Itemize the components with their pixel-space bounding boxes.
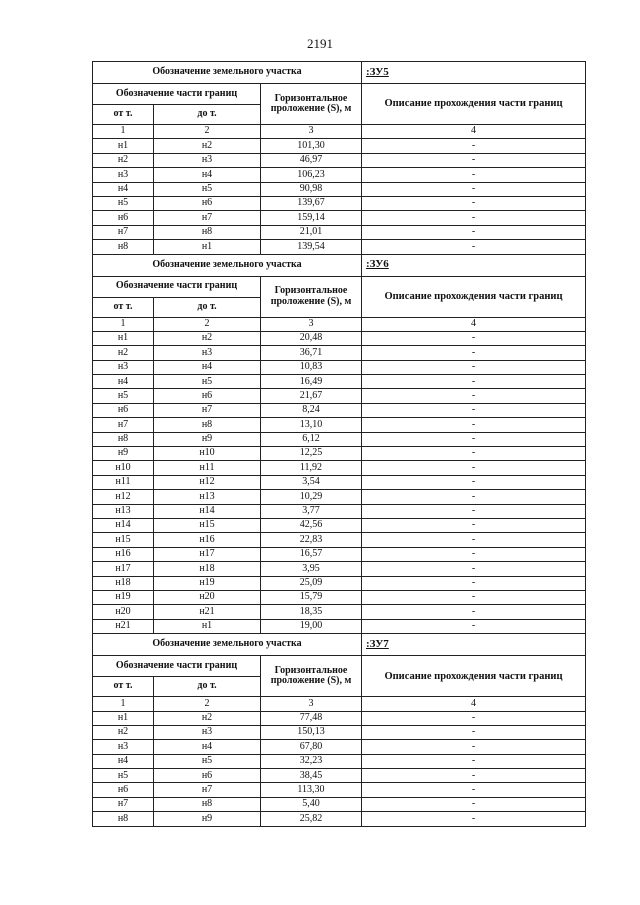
description-value: - [362, 590, 586, 604]
from-point: н7 [93, 225, 154, 239]
table-row [93, 605, 586, 619]
land-plot-designation-label: Обозначение земельного участка [93, 254, 362, 276]
to-point: н12 [154, 475, 261, 489]
table-row [93, 562, 586, 576]
to-point: н5 [154, 754, 261, 768]
description-value: - [362, 475, 586, 489]
description-value: - [362, 783, 586, 797]
description-value: - [362, 240, 586, 254]
description-value: - [362, 153, 586, 167]
horizontal-projection-value: 19,00 [261, 619, 362, 633]
horizontal-projection-value: 42,56 [261, 518, 362, 532]
table-row [93, 168, 586, 182]
to-point: н2 [154, 139, 261, 153]
table-row [93, 533, 586, 547]
description-value: - [362, 389, 586, 403]
part-designation-header: Обозначение части границ [93, 656, 261, 677]
from-point: н6 [93, 211, 154, 225]
horizontal-projection-value: 20,48 [261, 331, 362, 345]
horizontal-projection-value: 101,30 [261, 139, 362, 153]
column-number: 3 [261, 125, 362, 139]
from-point: н16 [93, 547, 154, 561]
to-point-header: до т. [154, 105, 261, 125]
horizontal-projection-value: 11,92 [261, 461, 362, 475]
column-number: 4 [362, 317, 586, 331]
from-point: н13 [93, 504, 154, 518]
from-point: н1 [93, 331, 154, 345]
from-point: н3 [93, 168, 154, 182]
to-point-header: до т. [154, 297, 261, 317]
from-point: н2 [93, 725, 154, 739]
description-value: - [362, 740, 586, 754]
from-point: н10 [93, 461, 154, 475]
table-row [93, 812, 586, 826]
horizontal-projection-value: 139,54 [261, 240, 362, 254]
from-point: н1 [93, 711, 154, 725]
horizontal-projection-value: 77,48 [261, 711, 362, 725]
table-row [93, 797, 586, 811]
to-point: н5 [154, 375, 261, 389]
description-value: - [362, 346, 586, 360]
column-number: 1 [93, 317, 154, 331]
description-value: - [362, 754, 586, 768]
to-point: н20 [154, 590, 261, 604]
part-designation-header: Обозначение части границ [93, 84, 261, 105]
column-number: 3 [261, 317, 362, 331]
description-value: - [362, 504, 586, 518]
from-point: н8 [93, 432, 154, 446]
description-value: - [362, 547, 586, 561]
table-row [93, 461, 586, 475]
table-row [93, 740, 586, 754]
to-point: н14 [154, 504, 261, 518]
table-row [93, 389, 586, 403]
column-number: 4 [362, 697, 586, 711]
land-plot-table [92, 61, 586, 255]
table-row [93, 783, 586, 797]
to-point: н9 [154, 432, 261, 446]
table-row [93, 418, 586, 432]
to-point: н16 [154, 533, 261, 547]
horizontal-projection-value: 12,25 [261, 447, 362, 461]
table-row [93, 196, 586, 210]
horizontal-projection-value: 16,57 [261, 547, 362, 561]
description-value: - [362, 225, 586, 239]
description-value: - [362, 619, 586, 633]
horizontal-projection-value: 21,67 [261, 389, 362, 403]
from-point: н3 [93, 360, 154, 374]
description-value: - [362, 812, 586, 826]
from-point: н5 [93, 196, 154, 210]
land-plot-code: :ЗУ6 [362, 254, 586, 276]
from-point: н8 [93, 812, 154, 826]
table-row [93, 711, 586, 725]
from-point: н15 [93, 533, 154, 547]
horizontal-projection-value: 106,23 [261, 168, 362, 182]
horizontal-projection-value: 150,13 [261, 725, 362, 739]
horizontal-projection-value: 22,83 [261, 533, 362, 547]
land-plot-designation-label: Обозначение земельного участка [93, 634, 362, 656]
column-number: 2 [154, 125, 261, 139]
to-point: н5 [154, 182, 261, 196]
description-value: - [362, 562, 586, 576]
to-point: н17 [154, 547, 261, 561]
to-point: н7 [154, 211, 261, 225]
from-point: н5 [93, 769, 154, 783]
table-row [93, 475, 586, 489]
from-point: н18 [93, 576, 154, 590]
horizontal-projection-value: 8,24 [261, 403, 362, 417]
horizontal-projection-value: 159,14 [261, 211, 362, 225]
to-point: н3 [154, 153, 261, 167]
boundary-tables [92, 62, 585, 827]
description-value: - [362, 447, 586, 461]
table-row [93, 754, 586, 768]
description-value: - [362, 605, 586, 619]
description-value: - [362, 725, 586, 739]
column-number: 1 [93, 125, 154, 139]
table-row [93, 182, 586, 196]
description-value: - [362, 461, 586, 475]
to-point: н1 [154, 619, 261, 633]
description-header: Описание прохождения части границ [362, 84, 586, 125]
horizontal-projection-value: 36,71 [261, 346, 362, 360]
land-plot-table [92, 254, 586, 635]
horizontal-projection-value: 16,49 [261, 375, 362, 389]
horizontal-projection-value: 67,80 [261, 740, 362, 754]
to-point: н3 [154, 346, 261, 360]
from-point-header: от т. [93, 105, 154, 125]
to-point: н8 [154, 797, 261, 811]
from-point: н2 [93, 153, 154, 167]
table-row [93, 346, 586, 360]
from-point: н14 [93, 518, 154, 532]
to-point: н21 [154, 605, 261, 619]
land-plot-code: :ЗУ7 [362, 634, 586, 656]
horizontal-projection-value: 6,12 [261, 432, 362, 446]
from-point: н4 [93, 182, 154, 196]
horizontal-projection-value: 3,54 [261, 475, 362, 489]
table-row [93, 331, 586, 345]
to-point: н6 [154, 769, 261, 783]
table-row [93, 725, 586, 739]
column-number: 3 [261, 697, 362, 711]
from-point: н12 [93, 490, 154, 504]
horizontal-projection-header: Горизонтальное проложение (S), м [261, 276, 362, 317]
horizontal-projection-value: 10,29 [261, 490, 362, 504]
land-plot-table [92, 633, 586, 827]
column-number: 1 [93, 697, 154, 711]
column-number: 2 [154, 697, 261, 711]
to-point: н7 [154, 783, 261, 797]
horizontal-projection-value: 15,79 [261, 590, 362, 604]
from-point: н7 [93, 418, 154, 432]
description-value: - [362, 769, 586, 783]
horizontal-projection-value: 139,67 [261, 196, 362, 210]
description-value: - [362, 331, 586, 345]
to-point: н4 [154, 740, 261, 754]
to-point: н8 [154, 418, 261, 432]
to-point: н2 [154, 711, 261, 725]
to-point: н11 [154, 461, 261, 475]
horizontal-projection-value: 25,82 [261, 812, 362, 826]
table-row [93, 153, 586, 167]
to-point: н9 [154, 812, 261, 826]
to-point: н19 [154, 576, 261, 590]
table-row [93, 432, 586, 446]
table-row [93, 139, 586, 153]
from-point: н6 [93, 783, 154, 797]
description-header: Описание прохождения части границ [362, 656, 586, 697]
table-row [93, 619, 586, 633]
table-row [93, 547, 586, 561]
from-point: н3 [93, 740, 154, 754]
table-row [93, 769, 586, 783]
horizontal-projection-value: 21,01 [261, 225, 362, 239]
part-designation-header: Обозначение части границ [93, 276, 261, 297]
from-point-header: от т. [93, 677, 154, 697]
description-value: - [362, 196, 586, 210]
description-value: - [362, 533, 586, 547]
horizontal-projection-value: 18,35 [261, 605, 362, 619]
to-point: н3 [154, 725, 261, 739]
land-plot-designation-label: Обозначение земельного участка [93, 62, 362, 84]
horizontal-projection-value: 46,97 [261, 153, 362, 167]
table-row [93, 375, 586, 389]
horizontal-projection-value: 32,23 [261, 754, 362, 768]
from-point: н2 [93, 346, 154, 360]
land-plot-code: :ЗУ5 [362, 62, 586, 84]
from-point: н1 [93, 139, 154, 153]
table-row [93, 225, 586, 239]
from-point: н4 [93, 754, 154, 768]
table-row [93, 518, 586, 532]
from-point: н7 [93, 797, 154, 811]
to-point: н18 [154, 562, 261, 576]
description-value: - [362, 375, 586, 389]
column-number: 2 [154, 317, 261, 331]
horizontal-projection-value: 3,95 [261, 562, 362, 576]
to-point: н13 [154, 490, 261, 504]
from-point: н17 [93, 562, 154, 576]
to-point: н4 [154, 360, 261, 374]
table-row [93, 490, 586, 504]
table-row [93, 447, 586, 461]
horizontal-projection-header: Горизонтальное проложение (S), м [261, 84, 362, 125]
table-row [93, 504, 586, 518]
description-value: - [362, 490, 586, 504]
table-row [93, 360, 586, 374]
description-value: - [362, 139, 586, 153]
description-value: - [362, 360, 586, 374]
horizontal-projection-value: 38,45 [261, 769, 362, 783]
description-header: Описание прохождения части границ [362, 276, 586, 317]
horizontal-projection-header: Горизонтальное проложение (S), м [261, 656, 362, 697]
table-row [93, 403, 586, 417]
from-point: н9 [93, 447, 154, 461]
to-point: н4 [154, 168, 261, 182]
from-point: н21 [93, 619, 154, 633]
horizontal-projection-value: 13,10 [261, 418, 362, 432]
from-point: н6 [93, 403, 154, 417]
table-row [93, 576, 586, 590]
to-point: н10 [154, 447, 261, 461]
description-value: - [362, 797, 586, 811]
description-value: - [362, 168, 586, 182]
description-value: - [362, 182, 586, 196]
table-row [93, 240, 586, 254]
column-number: 4 [362, 125, 586, 139]
to-point: н8 [154, 225, 261, 239]
table-row [93, 211, 586, 225]
to-point: н1 [154, 240, 261, 254]
to-point: н6 [154, 389, 261, 403]
from-point-header: от т. [93, 297, 154, 317]
horizontal-projection-value: 90,98 [261, 182, 362, 196]
to-point: н6 [154, 196, 261, 210]
from-point: н11 [93, 475, 154, 489]
from-point: н5 [93, 389, 154, 403]
horizontal-projection-value: 113,30 [261, 783, 362, 797]
to-point: н2 [154, 331, 261, 345]
from-point: н8 [93, 240, 154, 254]
page-number: 2191 [307, 36, 333, 51]
to-point: н15 [154, 518, 261, 532]
horizontal-projection-value: 25,09 [261, 576, 362, 590]
description-value: - [362, 518, 586, 532]
description-value: - [362, 418, 586, 432]
horizontal-projection-value: 5,40 [261, 797, 362, 811]
to-point: н7 [154, 403, 261, 417]
description-value: - [362, 403, 586, 417]
to-point-header: до т. [154, 677, 261, 697]
description-value: - [362, 576, 586, 590]
table-row [93, 590, 586, 604]
from-point: н4 [93, 375, 154, 389]
horizontal-projection-value: 3,77 [261, 504, 362, 518]
description-value: - [362, 432, 586, 446]
description-value: - [362, 211, 586, 225]
description-value: - [362, 711, 586, 725]
from-point: н19 [93, 590, 154, 604]
horizontal-projection-value: 10,83 [261, 360, 362, 374]
from-point: н20 [93, 605, 154, 619]
